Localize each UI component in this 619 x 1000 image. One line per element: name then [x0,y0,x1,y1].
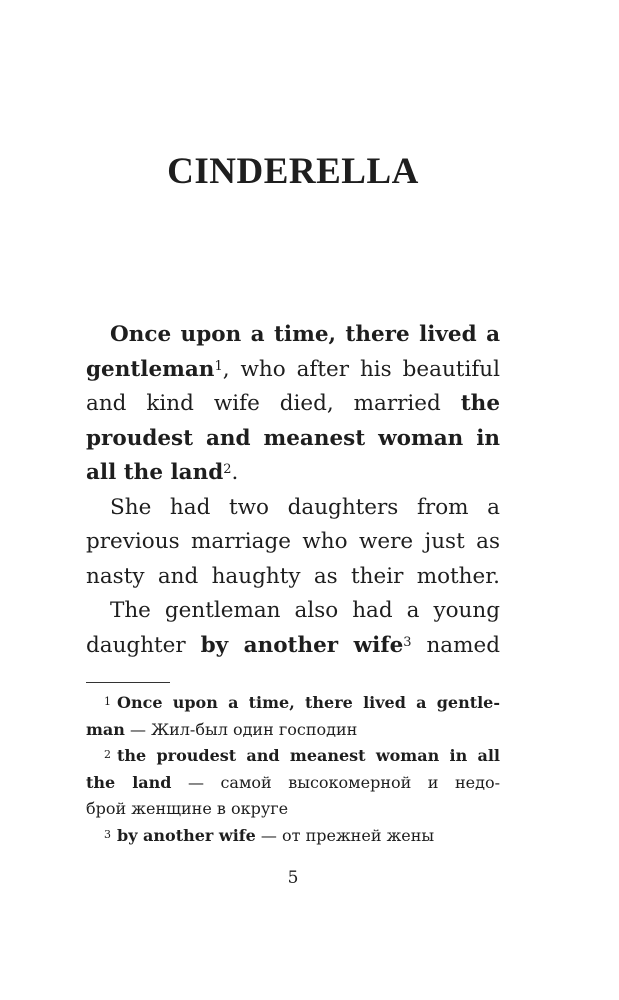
text-line [86,422,500,457]
bold-phrase: gentleman [86,356,215,382]
footnote-number: 3 [104,827,111,841]
footnote-divider [86,682,170,683]
footnote-2-line [86,770,500,797]
page-number: 5 [287,868,299,888]
footnote-2-line: брой женщине в округе [86,799,289,818]
footnote-number: 2 [104,748,111,761]
text-line: nasty and haughty as their mother. [86,563,500,589]
bold-phrase: the land [86,772,172,792]
bold-phrase: man [86,719,125,739]
text-span: and kind wife died, married [86,391,441,416]
footnotes [86,690,500,849]
bold-phrase: proudest and meanest woman in [86,425,500,451]
text-span: , who after his beautiful [222,356,500,382]
text-span: named [426,632,500,658]
translation: — самой высокомерной и недо- [171,772,500,792]
bold-phrase: Once upon a time, there lived a [110,322,500,347]
footnote-1-line [86,690,500,717]
text-span: . [231,460,239,485]
chapter-title: CINDERELLA [167,151,419,192]
footnote-ref: 1 [214,358,223,374]
text-line: previous marriage who were just as [86,529,500,554]
bold-phrase: the [460,391,500,416]
footnote-number: 1 [104,695,111,708]
footnote-1-line [86,717,500,744]
text-line [86,629,500,664]
translation: — от прежней жены [255,825,435,845]
footnote-3-line [86,823,500,850]
footnote-2-line [86,743,500,770]
bold-phrase: Once upon a time, there lived a gentle- [117,693,500,712]
text-line [86,387,500,422]
text-line [86,353,500,388]
text-line [86,318,500,353]
bold-phrase: all the land [86,460,224,485]
bold-phrase: by another wife [117,825,256,845]
bold-phrase: by another wife [200,632,404,658]
bold-phrase: the proudest and meanest woman in all [117,746,500,765]
translation: — Жил-был один господин [124,719,358,739]
footnote-ref: 3 [403,634,412,650]
body-text [86,318,500,663]
text-line [86,456,500,491]
text-line: The gentleman also had a young [110,598,500,623]
text-span: daughter [86,632,186,658]
footnote-ref: 2 [223,462,232,477]
text-line: She had two daughters from a [110,494,500,520]
